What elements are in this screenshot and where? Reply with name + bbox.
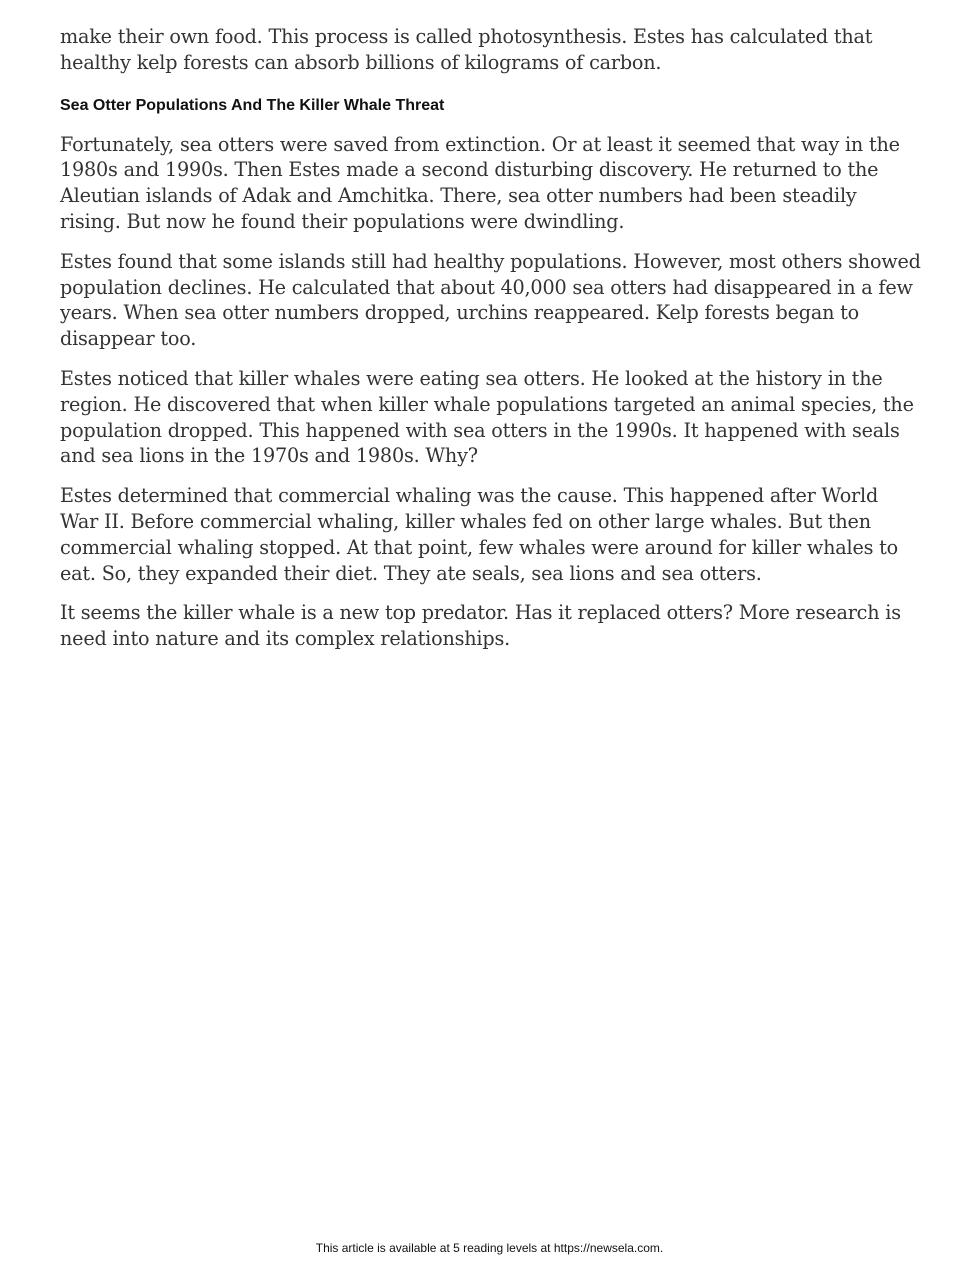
paragraph-3: Estes noticed that killer whales were eating sea otters. He looked at the history in the region. He discovered that when killer whale populations targeted an animal species, the population dropped. This happened with sea otters in the 1990s. It happened with seals and sea lions in the 1970s and 1980s. Why? bbox=[60, 366, 914, 468]
paragraph-1: Fortunately, sea otters were saved from extinction. Or at least it seemed that way in the 1980s and 1990s. Then Estes made a second disturbing discovery. He returned to the Aleutian islands of Adak and Amchitka. There, sea otter numbers had been steadily rising. But now he found their populations were dwindling. bbox=[60, 132, 900, 233]
paragraph-5: It seems the killer whale is a new top predator. Has it replaced otters? More research is need into nature and its complex relationships. bbox=[60, 601, 901, 651]
page-footer: This article is available at 5 reading levels at https://newsela.com. bbox=[315, 1241, 664, 1255]
article-body bbox=[60, 24, 922, 666]
paragraph-2: Estes found that some islands still had healthy populations. However, most others showed population declines. He calculated that about 40,000 sea otters had disappeared in a few years. When sea otter numbers dropped, urchins reappeared. Kelp forests began to disappear too. bbox=[60, 249, 921, 351]
intro-paragraph: make their own food. This process is called photosynthesis. Estes has calculated that healthy kelp forests can absorb billions of kilograms of carbon. bbox=[60, 25, 873, 74]
section-heading: Sea Otter Populations And The Killer Whale Threat bbox=[60, 96, 445, 114]
paragraph-4: Estes determined that commercial whaling was the cause. This happened after World War II. Before commercial whaling, killer whales fed on other large whales. But then commercial whaling stopped. At that point, few whales were around for killer whales to eat. So, they expanded their diet. They ate seals, sea lions and sea otters. bbox=[60, 484, 899, 585]
